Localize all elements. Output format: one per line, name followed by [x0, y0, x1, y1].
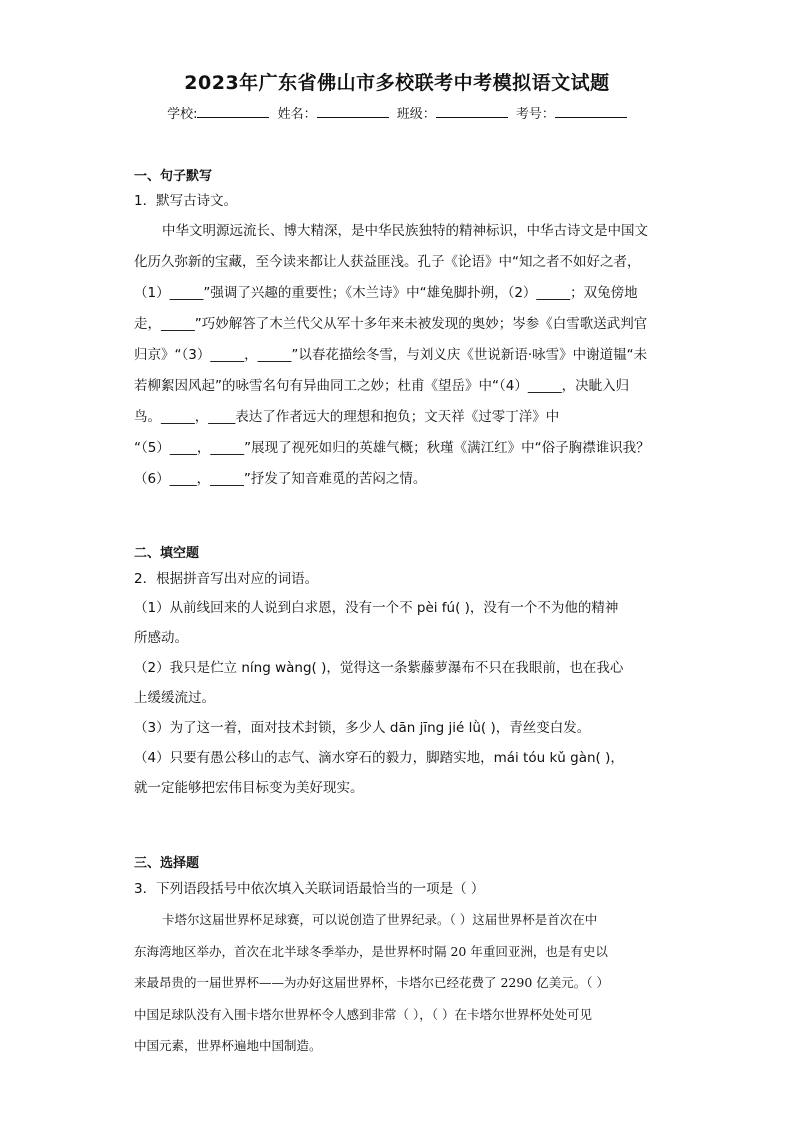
pinyin-item-line: （1）从前线回来的人说到白求恩，没有一个不 pèi fú( )，没有一个不为他的精神	[134, 600, 619, 616]
name-label: 姓名：	[277, 107, 317, 122]
passage-line: “（5）____，_____”展现了视死如归的英雄气概；秋瑾《满江红》中“俗子胸襟谁识我？	[134, 440, 650, 456]
school-label: 学校:	[167, 107, 198, 122]
passage-line: （1）_____”强调了兴趣的重要性；《木兰诗》中“雄兔脚扑朔，（2）_____；双兔傍地	[134, 285, 638, 301]
pinyin-item-line: （2）我只是伫立 níng wàng( )，觉得这一条紫藤萝瀑布不只在我眼前，也在我心	[134, 660, 624, 676]
passage-line: 走，_____”巧妙解答了木兰代父从军十多年来未被发现的奥妙；岑参《白雪歌送武判官	[134, 316, 648, 332]
passage-line: （6）____，_____”抒发了知音难觅的苦闷之情。	[134, 471, 427, 487]
passage-line: 来最昂贵的一届世界杯——为办好这届世界杯，卡塔尔已经花费了 2290 亿美元。（ ）	[134, 975, 609, 990]
question-1-stem: 1．默写古诗文。	[134, 193, 238, 209]
pinyin-item-line: 所感动。	[134, 630, 188, 646]
student-info-line	[0, 103, 794, 122]
question-2-stem: 2．根据拼音写出对应的词语。	[134, 571, 319, 587]
passage-line: 化历久弥新的宝藏，至今读来都让人获益匪浅。孔子《论语》中“知之者不如好之者，	[134, 254, 641, 270]
name-field[interactable]	[317, 105, 389, 118]
exam-number-label: 考号：	[515, 107, 555, 122]
passage-line: 东海湾地区举办，首次在北半球冬季举办，是世界杯时隔 20 年重回亚洲，也是有史以	[134, 943, 608, 959]
passage-line: 中国足球队没有入围卡塔尔世界杯令人感到非常（ ），（ ）在卡塔尔世界杯处处可见	[134, 1006, 592, 1022]
pinyin-item-line: （4）只要有愚公移山的志气、滴水穿石的毅力，脚踏实地，mái tóu kǔ gàn( )，	[134, 750, 624, 766]
passage-line: 卡塔尔这届世界杯足球赛，可以说创造了世界纪录。（ ）这届世界杯是首次在中	[162, 912, 598, 927]
exam-number-field[interactable]	[555, 105, 627, 118]
passage-line: 中华文明源远流长、博大精深，是中华民族独特的精神标识，中华古诗文是中国文	[162, 223, 648, 239]
section-heading-1: 一、句子默写	[134, 169, 213, 184]
question-3-passage	[134, 904, 674, 1062]
page-title: 2023年广东省佛山市多校联考中考模拟语文试题	[184, 72, 610, 94]
class-label: 班级：	[396, 107, 436, 122]
pinyin-item-line: 就一定能够把宏伟目标变为美好现实。	[134, 780, 364, 796]
passage-line: 鸟。_____，____表达了作者远大的理想和抱负；文天祥《过零丁洋》中	[134, 409, 560, 425]
section-heading-2: 二、填空题	[134, 546, 200, 561]
pinyin-item-line: 上缓缓流过。	[134, 690, 215, 706]
school-field[interactable]	[197, 105, 269, 118]
class-field[interactable]	[436, 105, 508, 118]
question-2-items	[134, 593, 674, 803]
pinyin-item-line: （3）为了这一着，面对技术封锁，多少人 dān jīng jié lǜ( )，青丝变白发。	[134, 720, 591, 736]
question-1-passage	[134, 216, 674, 495]
passage-line: 若柳絮因风起”的咏雪名句有异曲同工之妙；杜甫《望岳》中“（4）_____，决眦入归	[134, 378, 630, 394]
passage-line: 中国元素，世界杯遍地中国制造。	[134, 1038, 322, 1053]
passage-line: 归京》“（3）_____，_____”以春花描绘冬雪，与刘义庆《世说新语·咏雪》中谢道韫“未	[134, 347, 648, 363]
section-heading-3: 三、选择题	[134, 856, 200, 871]
question-3-stem: 3．下列语段括号中依次填入关联词语最恰当的一项是（ ）	[134, 881, 485, 897]
